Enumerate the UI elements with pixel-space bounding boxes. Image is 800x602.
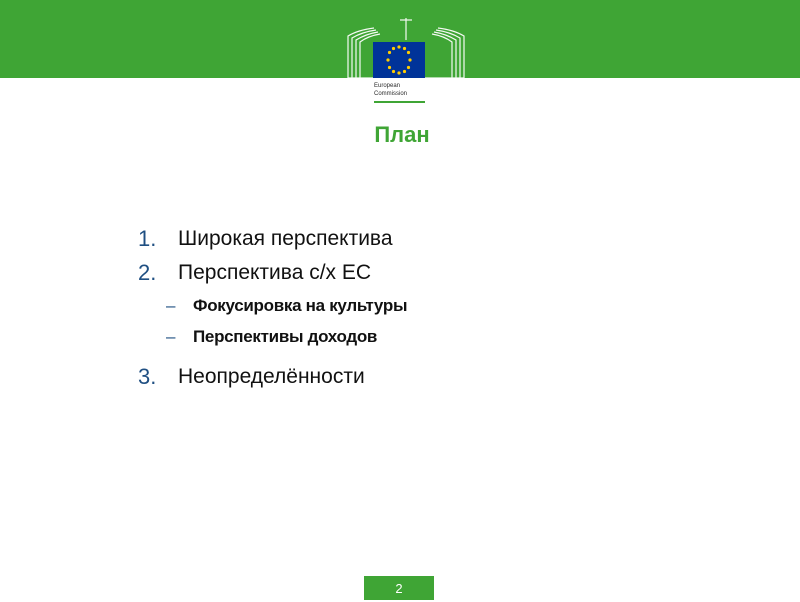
outline-item-1 bbox=[138, 222, 658, 256]
outline-item-3 bbox=[138, 360, 658, 394]
outline-subitem-1 bbox=[138, 290, 658, 321]
subitem-label: Перспективы доходов bbox=[193, 327, 378, 346]
slide-title: План bbox=[374, 122, 430, 147]
item-number: 1. bbox=[138, 226, 157, 251]
logo-wordmark bbox=[374, 82, 444, 98]
logo-line-2: Commission bbox=[374, 91, 408, 97]
dash-icon: – bbox=[166, 296, 176, 315]
item-label: Широкая перспектива bbox=[178, 227, 393, 250]
outline-list bbox=[138, 222, 658, 394]
outline-item-2 bbox=[138, 256, 658, 290]
item-label: Неопределённости bbox=[178, 365, 365, 388]
logo-underline bbox=[374, 101, 425, 103]
outline-subitem-2 bbox=[138, 321, 658, 352]
subitem-label: Фокусировка на культуры bbox=[193, 296, 408, 315]
dash-icon: – bbox=[166, 327, 176, 346]
item-label: Перспектива с/х ЕС bbox=[178, 261, 372, 284]
item-number: 3. bbox=[138, 364, 157, 389]
logo-line-1: European bbox=[374, 83, 401, 89]
item-number: 2. bbox=[138, 260, 157, 285]
page-number: 2 bbox=[364, 576, 434, 600]
